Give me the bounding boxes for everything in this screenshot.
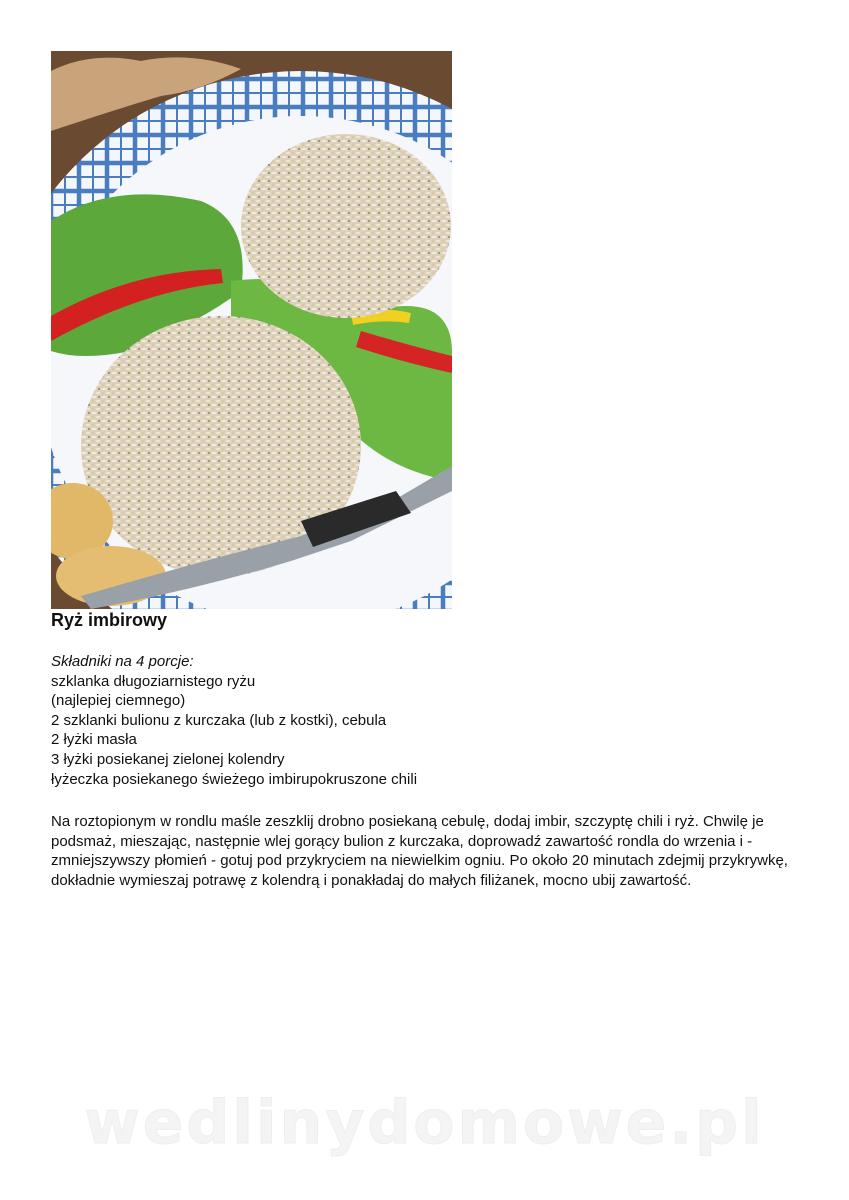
recipe-title: Ryż imbirowy	[51, 610, 168, 630]
ingredient-line: szklanka długoziarnistego ryżu	[51, 672, 256, 690]
recipe-photo	[51, 51, 452, 609]
ingredient-line: 2 łyżki masła	[51, 731, 137, 749]
site-watermark: wedlinydomowe.pl	[84, 1088, 765, 1158]
ingredient-line: łyżeczka posiekanego świeżego imbirupokruszone chili	[51, 770, 418, 788]
ingredients-block	[51, 652, 417, 789]
ingredient-line: 3 łyżki posiekanej zielonej kolendry	[51, 750, 285, 768]
preparation-text: Na roztopionym w rondlu maśle zeszklij drobno posiekaną cebulę, dodaj imbir, szczyptę chili i ryż. Chwilę je podsmaż, mieszając, następnie wlej gorący bulion z kurczaka, doprowadź zawartość rondla do wrzenia i - zmniejszywszy płomień - gotuj pod przykryciem na niewielkim ogniu. Po około 20 minutach zdejmij przykrywkę, dokładnie wymieszaj potrawę z kolendrą i ponakładaj do małych filiżanek, mocno ubij zawartość.	[51, 813, 788, 890]
ingredients-heading: Składniki na 4 porcje:	[51, 653, 194, 670]
ingredient-line: 2 szklanki bulionu z kurczaka (lub z kostki), cebula	[51, 711, 387, 729]
ingredient-line: (najlepiej ciemnego)	[51, 692, 186, 710]
